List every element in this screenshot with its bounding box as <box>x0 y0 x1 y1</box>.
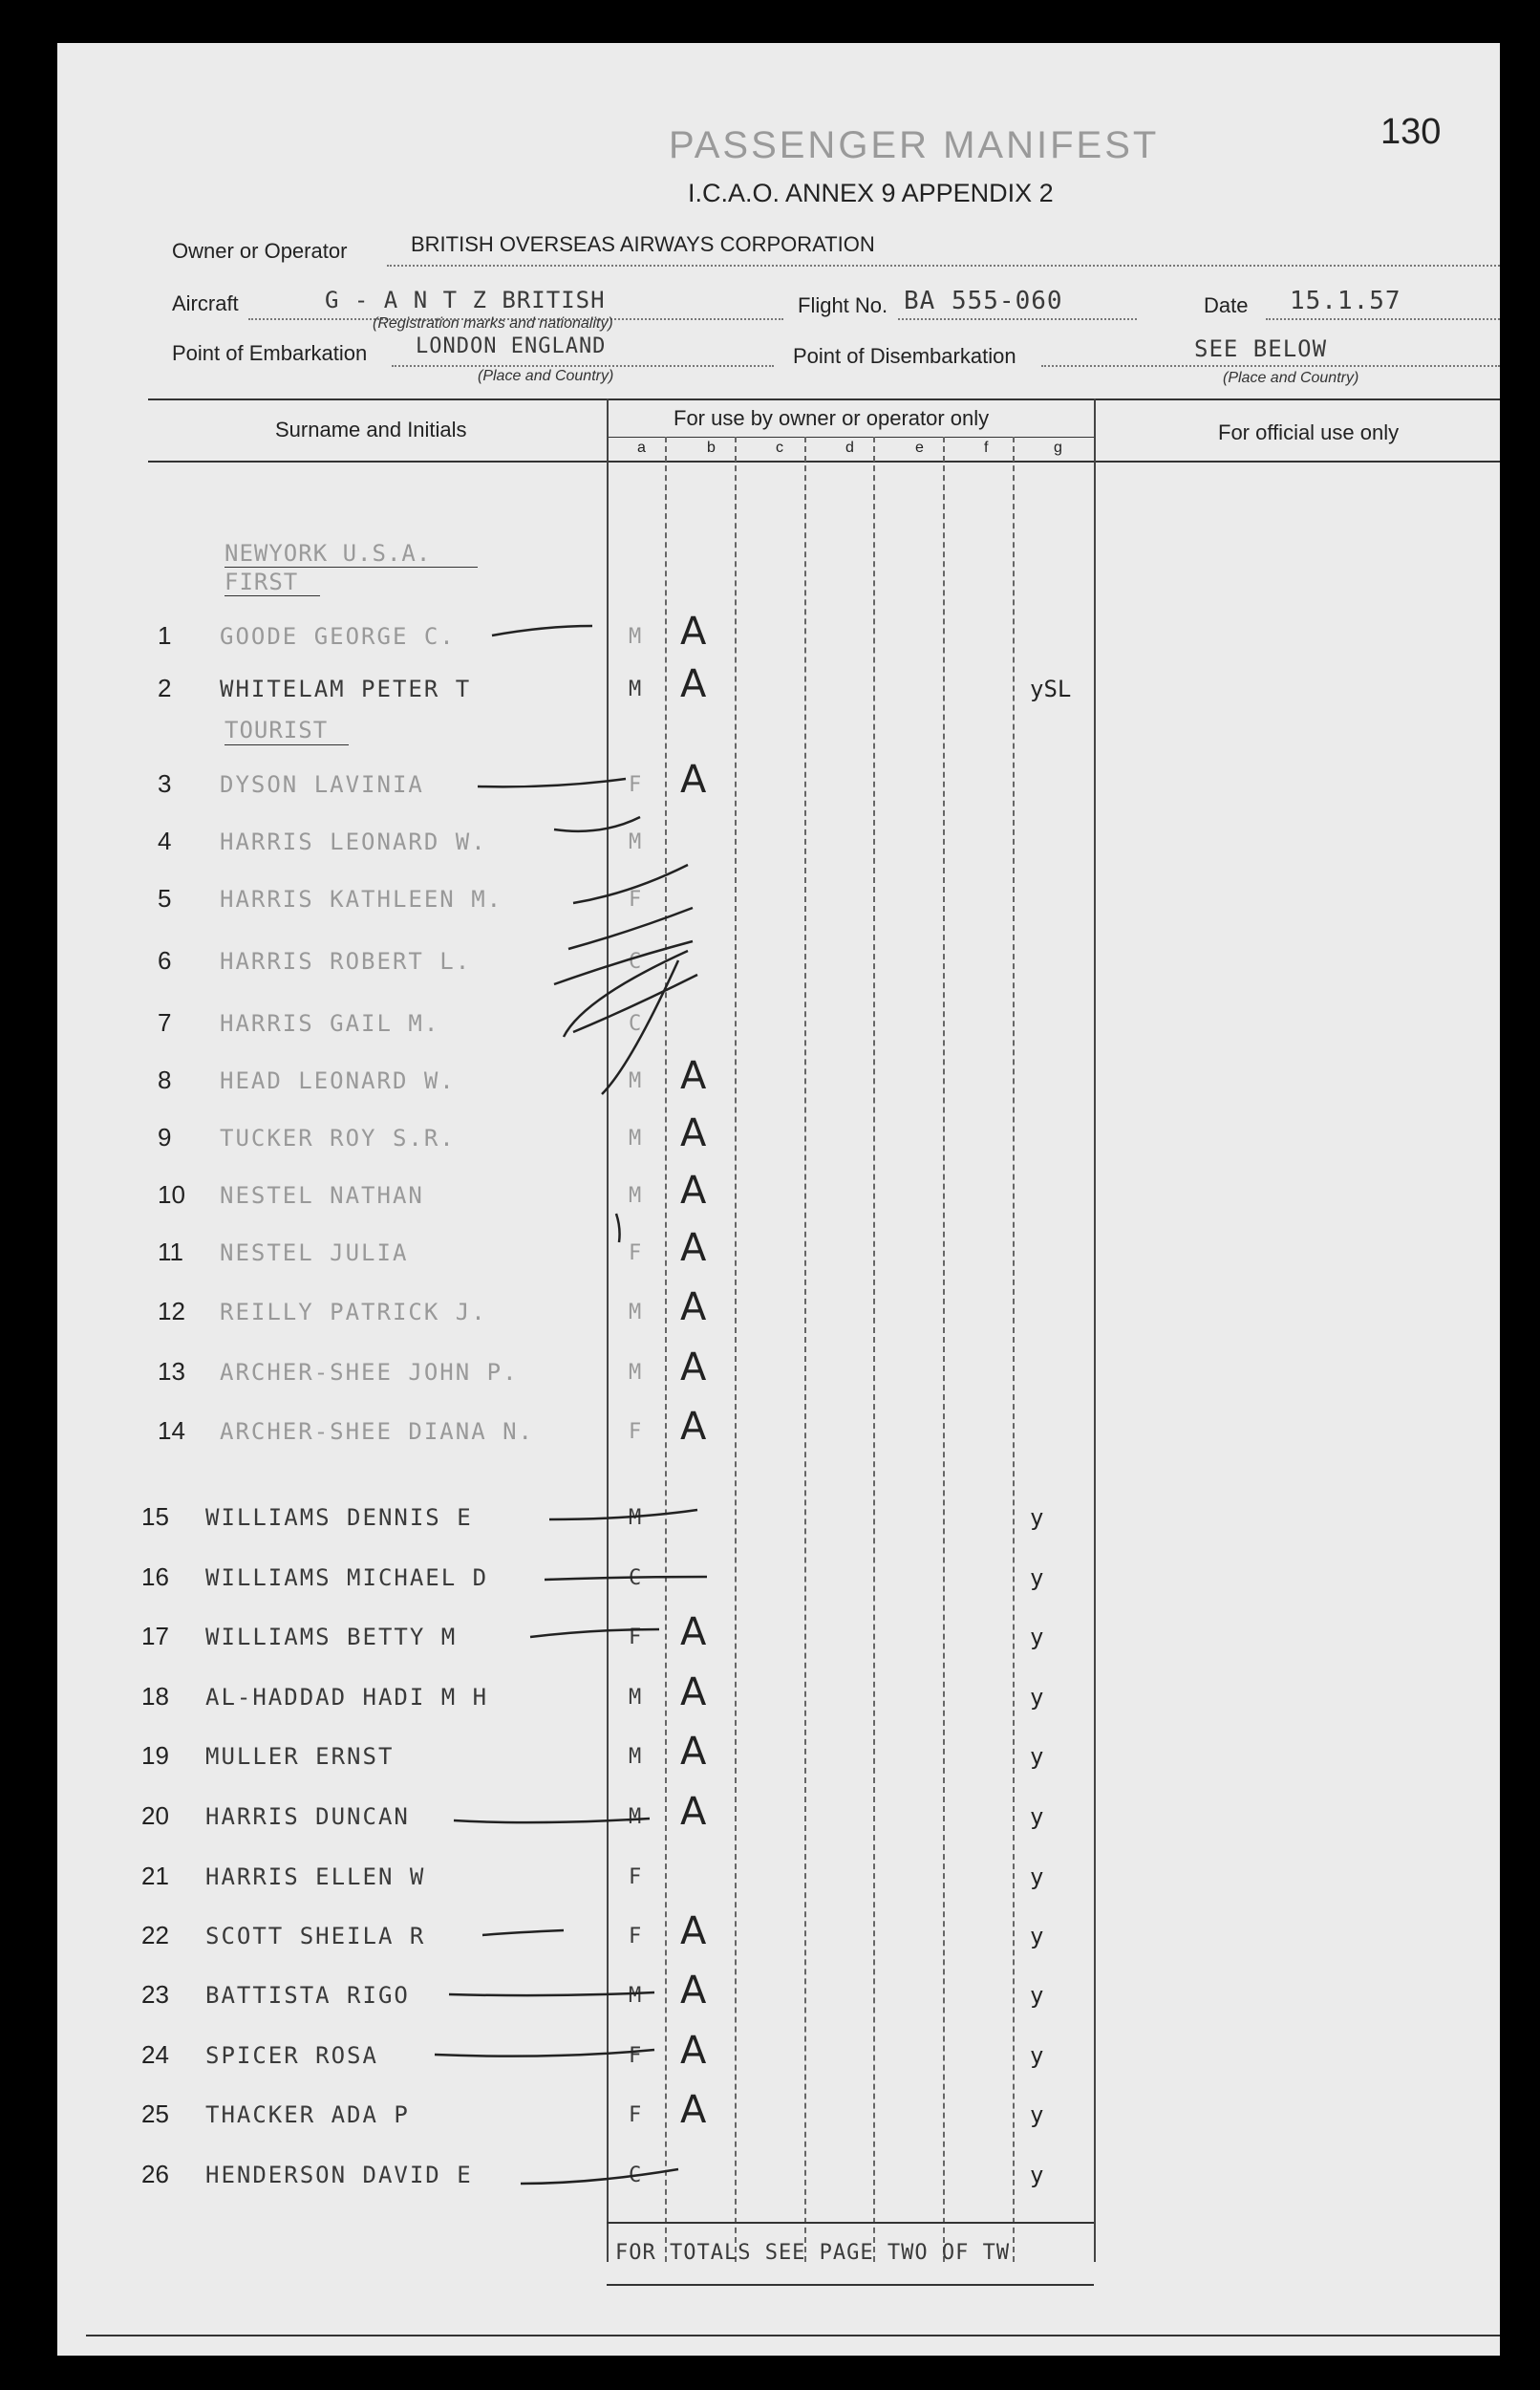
status-mark: A <box>680 2088 707 2132</box>
col-c-label: c <box>776 440 783 456</box>
passenger-number: 2 <box>158 674 172 702</box>
passenger-number: 20 <box>141 1801 169 1830</box>
passenger-name: WHITELAM PETER T <box>220 676 472 702</box>
official-mark: y <box>1030 1624 1044 1650</box>
passenger-number: 21 <box>141 1862 169 1890</box>
passenger-name: HARRIS LEONARD W. <box>220 829 487 855</box>
aircraft-label: Aircraft <box>172 291 239 315</box>
passenger-number: 15 <box>141 1502 169 1531</box>
passenger-number: 16 <box>141 1562 169 1591</box>
passenger-name: HARRIS ELLEN W <box>205 1863 426 1890</box>
passenger-sex: F <box>629 1626 642 1649</box>
passenger-number: 6 <box>158 946 172 975</box>
flight-value: BA 555-060 <box>904 287 1063 315</box>
passenger-sex: M <box>629 1069 642 1093</box>
passenger-number: 19 <box>141 1741 169 1770</box>
passenger-sex: M <box>629 1361 642 1385</box>
passenger-name: ARCHER-SHEE DIANA N. <box>220 1418 534 1445</box>
passenger-sex: M <box>629 830 642 854</box>
passenger-name: HARRIS KATHLEEN M. <box>220 886 503 913</box>
passenger-name: WILLIAMS BETTY M <box>205 1624 458 1650</box>
passenger-sex: F <box>629 1925 642 1949</box>
status-mark: A <box>680 1346 707 1389</box>
embark-note: (Place and Country) <box>478 368 614 384</box>
disembark-label: Point of Disembarkation <box>793 344 1016 368</box>
official-mark: y <box>1030 1982 1044 2009</box>
passenger-number: 12 <box>158 1297 185 1325</box>
status-mark: A <box>680 610 707 654</box>
passenger-sex: M <box>629 625 642 649</box>
status-mark: A <box>680 1909 707 1953</box>
page-number: 130 <box>1380 112 1442 152</box>
passenger-number: 26 <box>141 2160 169 2188</box>
passenger-sex: F <box>629 1420 642 1444</box>
passenger-name: HENDERSON DAVID E <box>205 2162 473 2188</box>
owner-use-header: For use by owner or operator only <box>674 406 990 430</box>
owner-label: Owner or Operator <box>172 239 348 263</box>
passenger-sex: F <box>629 2044 642 2068</box>
date-value: 15.1.57 <box>1290 287 1401 315</box>
official-mark: y <box>1030 1504 1044 1531</box>
passenger-sex: M <box>629 1127 642 1151</box>
passenger-name: DYSON LAVINIA <box>220 771 424 798</box>
status-mark: A <box>680 1226 707 1270</box>
official-mark: y <box>1030 1684 1044 1711</box>
passenger-number: 1 <box>158 621 172 650</box>
passenger-sex: F <box>629 2103 642 2127</box>
passenger-number: 25 <box>141 2099 169 2128</box>
passenger-number: 8 <box>158 1066 172 1094</box>
passenger-sex: M <box>629 1301 642 1324</box>
passenger-name: AL-HADDAD HADI M H <box>205 1684 489 1711</box>
passenger-sex: M <box>629 1506 642 1530</box>
first-class-label: FIRST <box>225 569 299 595</box>
col-e-label: e <box>915 440 924 456</box>
passenger-name: REILLY PATRICK J. <box>220 1299 487 1325</box>
passenger-name: TUCKER ROY S.R. <box>220 1125 456 1152</box>
handwritten-marks <box>57 43 1500 2356</box>
status-mark: A <box>680 662 707 706</box>
official-mark: y <box>1030 1803 1044 1830</box>
passenger-sex: M <box>629 678 642 701</box>
status-mark: A <box>680 1169 707 1213</box>
passenger-name: GOODE GEORGE C. <box>220 623 456 650</box>
passenger-name: NESTEL NATHAN <box>220 1182 424 1209</box>
passenger-name: WILLIAMS MICHAEL D <box>205 1564 489 1591</box>
surname-header: Surname and Initials <box>275 418 467 441</box>
official-mark: y <box>1030 2101 1044 2128</box>
manifest-sheet <box>57 43 1500 2356</box>
passenger-sex: C <box>629 2164 642 2187</box>
passenger-name: MULLER ERNST <box>205 1743 395 1770</box>
status-mark: A <box>680 1790 707 1834</box>
col-g-label: g <box>1054 440 1062 456</box>
status-mark: A <box>680 1610 707 1654</box>
passenger-sex: M <box>629 1184 642 1208</box>
passenger-name: ARCHER-SHEE JOHN P. <box>220 1359 519 1386</box>
passenger-sex: M <box>629 1984 642 2008</box>
passenger-sex: M <box>629 1745 642 1769</box>
official-mark: y <box>1030 1923 1044 1949</box>
passenger-number: 14 <box>158 1416 185 1445</box>
passenger-sex: M <box>629 1805 642 1829</box>
passenger-name: SPICER ROSA <box>205 2042 378 2069</box>
embark-label: Point of Embarkation <box>172 341 368 365</box>
registration-note: (Registration marks and nationality) <box>373 315 613 332</box>
passenger-number: 5 <box>158 884 172 913</box>
passenger-number: 13 <box>158 1357 185 1386</box>
disembark-note: (Place and Country) <box>1223 370 1359 386</box>
passenger-number: 24 <box>141 2040 169 2069</box>
embark-value: LONDON ENGLAND <box>416 334 607 358</box>
manifest-subtitle: I.C.A.O. ANNEX 9 APPENDIX 2 <box>688 179 1054 207</box>
passenger-number: 9 <box>158 1123 172 1152</box>
status-mark: A <box>680 2029 707 2073</box>
passenger-name: HARRIS GAIL M. <box>220 1010 440 1037</box>
official-mark: y <box>1030 1564 1044 1591</box>
col-f-label: f <box>984 440 989 456</box>
status-mark: A <box>680 1405 707 1449</box>
tourist-class-label: TOURIST <box>225 717 329 743</box>
date-label: Date <box>1204 293 1249 317</box>
official-mark: y <box>1030 1863 1044 1890</box>
passenger-sex: C <box>629 950 642 974</box>
passenger-name: WILLIAMS DENNIS E <box>205 1504 473 1531</box>
passenger-name: HARRIS ROBERT L. <box>220 948 472 975</box>
passenger-number: 3 <box>158 769 172 798</box>
col-b-label: b <box>707 440 716 456</box>
status-mark: A <box>680 1111 707 1155</box>
flight-label: Flight No. <box>798 293 888 317</box>
totals-note: FOR TOTALS SEE PAGE TWO OF TW <box>615 2241 1011 2265</box>
passenger-sex: F <box>629 1241 642 1265</box>
passenger-name: SCOTT SHEILA R <box>205 1923 426 1949</box>
passenger-number: 17 <box>141 1622 169 1650</box>
status-mark: A <box>680 1670 707 1714</box>
owner-value: BRITISH OVERSEAS AIRWAYS CORPORATION <box>411 232 875 256</box>
status-mark: A <box>680 758 707 802</box>
official-mark: y <box>1030 1743 1044 1770</box>
status-mark: A <box>680 1285 707 1329</box>
col-a-label: a <box>637 440 646 456</box>
status-mark: A <box>680 1730 707 1774</box>
col-d-label: d <box>845 440 854 456</box>
disembark-value: SEE BELOW <box>1194 335 1328 362</box>
official-mark: y <box>1030 2042 1044 2069</box>
passenger-sex: F <box>629 773 642 797</box>
passenger-number: 4 <box>158 827 172 855</box>
passenger-sex: C <box>629 1566 642 1590</box>
aircraft-value: G - A N T Z BRITISH <box>325 287 606 313</box>
official-mark: ySL <box>1030 676 1072 702</box>
passenger-name: BATTISTA RIGO <box>205 1982 410 2009</box>
manifest-title: PASSENGER MANIFEST <box>669 124 1160 166</box>
passenger-name: NESTEL JULIA <box>220 1239 409 1266</box>
passenger-sex: F <box>629 1865 642 1889</box>
passenger-name: HARRIS DUNCAN <box>205 1803 410 1830</box>
passenger-number: 23 <box>141 1980 169 2009</box>
passenger-sex: M <box>629 1686 642 1710</box>
passenger-number: 10 <box>158 1180 185 1209</box>
passenger-number: 11 <box>158 1238 183 1266</box>
official-use-header: For official use only <box>1218 420 1400 444</box>
official-mark: y <box>1030 2162 1044 2188</box>
passenger-number: 18 <box>141 1682 169 1711</box>
passenger-name: HEAD LEONARD W. <box>220 1067 456 1094</box>
passenger-sex: F <box>629 888 642 912</box>
status-mark: A <box>680 1054 707 1098</box>
destination-label: NEWYORK U.S.A. <box>225 540 432 567</box>
passenger-number: 22 <box>141 1921 169 1949</box>
status-mark: A <box>680 1969 707 2013</box>
passenger-name: THACKER ADA P <box>205 2101 410 2128</box>
passenger-number: 7 <box>158 1008 172 1037</box>
passenger-sex: C <box>629 1012 642 1036</box>
